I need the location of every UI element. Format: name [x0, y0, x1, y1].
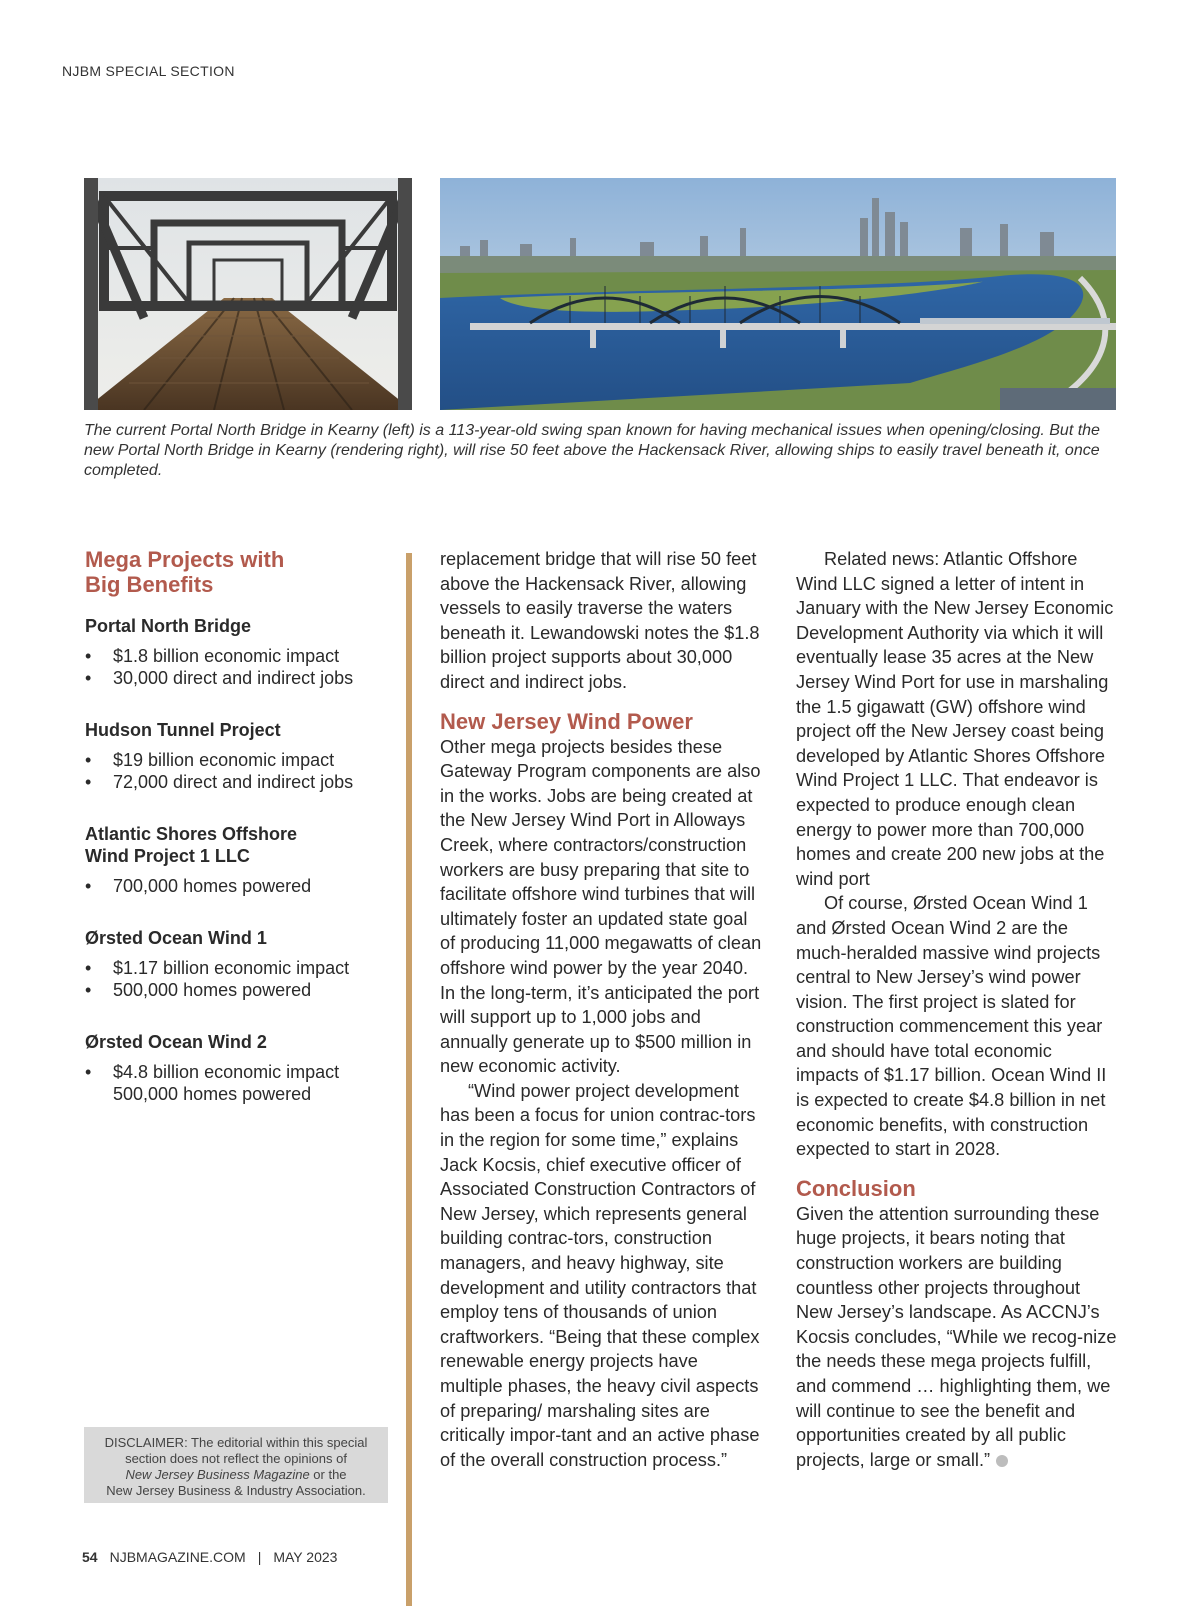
project-portal-north-bridge	[85, 615, 395, 689]
paragraph: Related news: Atlantic Offshore Wind LLC signed a letter of intent in January with the New Jersey Economic Development Authority via which it will eventually lease 35 acres at the New Jersey Wind Port for use in marshaling the 1.5 gigawatt (GW) offshore wind project off the New Jersey coast being developed by Atlantic Shores Offshore Wind Project 1 LLC. That endeavor is expected to produce enough clean energy to power more than 700,000 homes and create 200 new jobs at the wind port	[796, 549, 1114, 889]
list-item: • $4.8 billion economic impact	[85, 1062, 340, 1082]
list-item: • 700,000 homes powered	[85, 876, 312, 896]
sidebar-title	[85, 547, 395, 597]
end-of-article-icon	[996, 1455, 1008, 1467]
list-item: • $1.17 billion economic impact	[85, 958, 350, 978]
bullet: •	[85, 772, 92, 792]
section-heading-wind-power: New Jersey Wind Power	[440, 708, 693, 734]
photo-caption: The current Portal North Bridge in Kearny (left) is a 113-year-old swing span known for having mechanical issues when opening/closing. But the new Portal North Bridge in Kearny (rendering right), will rise 50 feet above the Hackensack River, allowing ships to easily travel beneath it, once completed.	[84, 422, 1100, 479]
project-heading: Ørsted Ocean Wind 2	[85, 1032, 267, 1052]
list-item: • 500,000 homes powered	[85, 980, 312, 1000]
bullet: •	[85, 1062, 92, 1082]
list-item: • 72,000 direct and indirect jobs	[85, 772, 354, 792]
page-footer	[82, 1549, 337, 1565]
list-item: • $1.8 billion economic impact	[85, 646, 340, 666]
bullet: •	[85, 750, 92, 770]
column-divider	[406, 553, 412, 1606]
project-heading: Portal North Bridge	[85, 616, 252, 636]
project-orsted-ocean-wind-1	[85, 927, 395, 1001]
project-heading: Atlantic Shores Offshore Wind Project 1 LLC	[85, 824, 298, 866]
footer-separator: |	[257, 1549, 262, 1565]
article-column-middle	[440, 547, 762, 1472]
paragraph: Other mega projects besides these Gateway Program components are also in the works. Jobs are being created at the New Jersey Wind Port in Alloways Creek, where contractors/construction workers are busy preparing that site to facilitate offshore wind turbines that will ultimately foster an updated state goal of producing 11,000 megawatts of clean offshore wind power by the year 2040. In the long-term, it’s anticipated the port will support up to 1,000 jobs and annually generate up to $500 million in new economic activity.	[440, 736, 762, 1077]
project-hudson-tunnel	[85, 719, 395, 793]
disclaimer-box: DISCLAIMER: The editorial within this special section does not reflect the opinions of New Jersey Business Magazine or the New Jersey Business & Industry Association.	[84, 1427, 388, 1503]
project-heading: Ørsted Ocean Wind 1	[85, 928, 267, 948]
mega-projects-sidebar	[85, 547, 395, 1135]
footer-issue: MAY 2023	[273, 1549, 338, 1565]
new-bridge-rendering	[440, 178, 1116, 410]
project-orsted-ocean-wind-2	[85, 1031, 395, 1105]
page-number: 54	[82, 1549, 98, 1565]
paragraph: Of course, Ørsted Ocean Wind 1 and Ørsted Ocean Wind 2 are the much-heralded massive wind projects central to New Jersey’s wind power vision. The first project is slated for construction commencement this year and should have total economic impacts of $1.17 billion. Ocean Wind II is expected to create $4.8 billion in net economic benefits, with construction expected to start in 2028.	[796, 893, 1107, 1160]
sidebar-title-line2: Big Benefits	[85, 572, 214, 597]
section-heading-conclusion: Conclusion	[796, 1175, 916, 1201]
section-label: NJBM SPECIAL SECTION	[62, 63, 235, 79]
list-item: 500,000 homes powered	[113, 1084, 312, 1104]
bullet: •	[85, 876, 92, 896]
bullet: •	[85, 980, 92, 1000]
sidebar-title-line1: Mega Projects with	[85, 547, 285, 572]
paragraph: Given the attention surrounding these huge projects, it bears noting that construction workers are building countless other projects throughout New Jersey’s landscape. As ACCNJ’s Kocsis concludes, “While we recog-nize the needs these mega projects fulfill, and commend … highlighting them, we will continue to see the benefit and opportunities created by all public projects, large or small.”	[796, 1203, 1117, 1470]
project-heading: Hudson Tunnel Project	[85, 720, 281, 740]
bullet: •	[85, 668, 92, 688]
article-column-right	[796, 547, 1118, 1472]
paragraph: “Wind power project development has been a focus for union contrac-tors in the region for some time,” explains Jack Kocsis, chief executive officer of Associated Construction Contractors of New Jersey, which represents general building contrac-tors, construction managers, and heavy highway, site development and utility contractors that employ tens of thousands of union craftworkers. “Being that these complex renewable energy projects have multiple phases, the heavy civil aspects of preparing/ marshaling sites are critically impor-tant and an active phase of the overall construction process.”	[440, 1080, 760, 1470]
bullet: •	[85, 958, 92, 978]
bullet: •	[85, 646, 92, 666]
project-atlantic-shores	[85, 823, 395, 897]
old-bridge-photo	[84, 178, 412, 410]
paragraph: replacement bridge that will rise 50 feet above the Hackensack River, allowing vessels to easily traverse the waters beneath it. Lewandowski notes the $1.8 billion project supports about 30,000 direct and indirect jobs.	[440, 549, 760, 692]
footer-site: NJBMAGAZINE.COM	[109, 1549, 246, 1565]
list-item: • 30,000 direct and indirect jobs	[85, 668, 354, 688]
list-item: • $19 billion economic impact	[85, 750, 335, 770]
